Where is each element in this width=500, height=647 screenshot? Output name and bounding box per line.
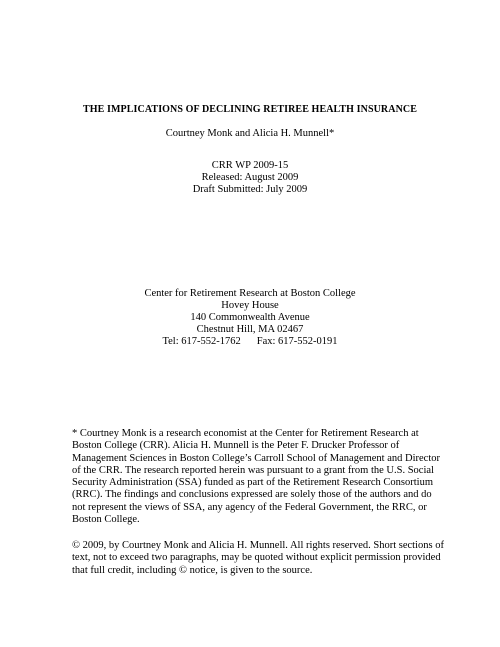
footnote-line: (RRC). The findings and conclusions expressed are solely those of the authors and do — [72, 489, 432, 501]
footnote-line: Management Sciences in Boston College’s Carroll School of Management and Director — [72, 452, 440, 464]
footnote-line: of the CRR. The research reported herein was pursuant to a grant from the U.S. Social — [72, 464, 434, 476]
telephone-number: Tel: 617-552-1762 — [162, 336, 241, 347]
organization-name: Center for Retirement Research at Boston College — [144, 288, 356, 299]
fax-number: Fax: 617-552-0191 — [256, 336, 338, 347]
author-line: Courtney Monk and Alicia H. Munnell* — [165, 128, 335, 139]
copyright-line: © 2009, by Courtney Monk and Alicia H. Munnell. All rights reserved. Short sections of — [72, 540, 444, 551]
footnote-line: not represent the views of SSA, any agency of the Federal Government, the RRC, or — [72, 501, 427, 513]
working-paper-number: CRR WP 2009-15 — [211, 160, 289, 171]
copyright-line: text, not to exceed two paragraphs, may be quoted without explicit permission provided — [72, 552, 441, 564]
footnote-line: * Courtney Monk is a research economist at the Center for Retirement Research at — [72, 428, 419, 439]
copyright-notice — [72, 540, 500, 577]
submission-date: Draft Submitted: July 2009 — [192, 184, 308, 195]
footnote-line: Boston College. — [72, 514, 140, 526]
building-name: Hovey House — [221, 300, 279, 311]
footnote-line: Boston College (CRR). Alicia H. Munnell is the Peter F. Drucker Professor of — [72, 440, 400, 452]
author-footnote — [72, 428, 500, 526]
street-address: 140 Commonwealth Avenue — [190, 312, 310, 323]
city-address: Chestnut Hill, MA 02467 — [196, 324, 304, 335]
paper-title: THE IMPLICATIONS OF DECLINING RETIREE HEALTH INSURANCE — [83, 104, 417, 115]
footnote-line: Security Administration (SSA) funded as part of the Retirement Research Consortium — [72, 477, 434, 489]
contact-line — [0, 336, 500, 349]
release-date: Released: August 2009 — [201, 172, 299, 183]
copyright-line: that full credit, including © notice, is given to the source. — [72, 564, 313, 576]
